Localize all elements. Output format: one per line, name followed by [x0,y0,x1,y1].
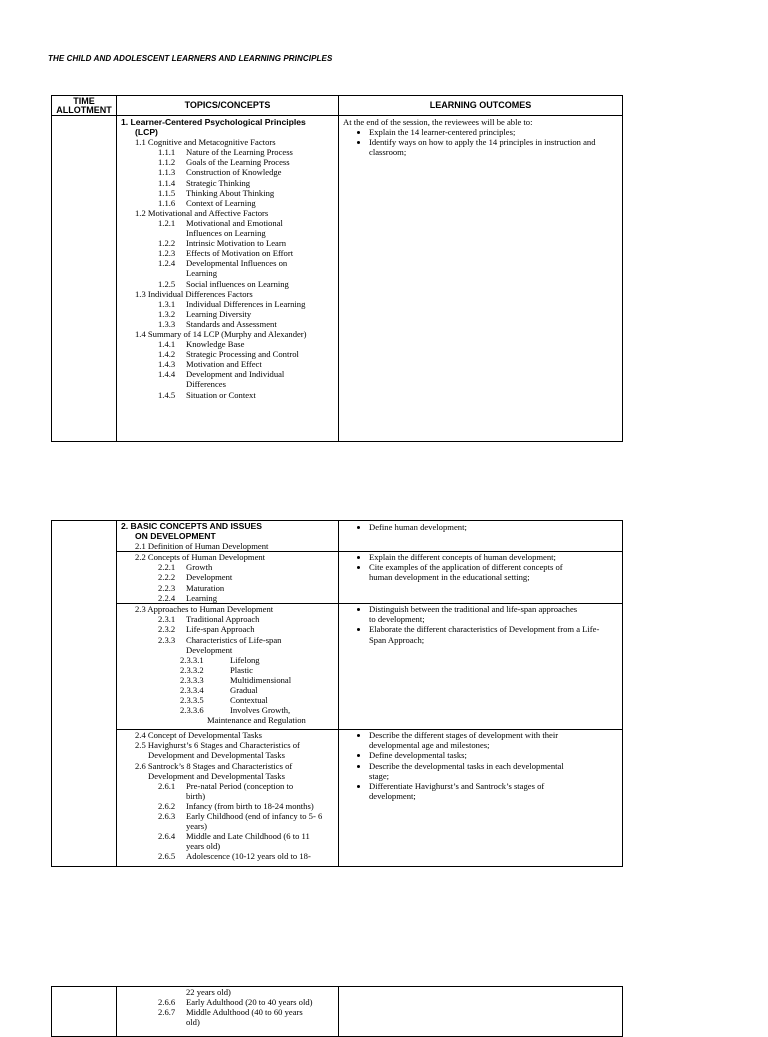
outcome-item: • Define developmental tasks; [369,750,618,760]
table-row [52,730,623,867]
outline-number: 2.3.1 [158,614,176,625]
table-row [52,116,623,442]
topic-line: 2.2 Concepts of Human Development [135,552,266,563]
outline-number: 1.3.3 [158,318,176,329]
topics-cell [117,521,339,552]
topic-line: 2.5 Havighurst’s 6 Stages and Characteristics of [135,740,300,751]
table-row [52,604,623,730]
topic-line: 2.2.3 Maturation [158,582,225,593]
outline-number: 1.2.2 [158,238,176,249]
topic-line: 1.1.1 Nature of the Learning Process [158,147,293,158]
outcome-item: • Define human development; [369,522,618,532]
document-title: THE CHILD AND ADOLESCENT LEARNERS AND LEARNING PRINCIPLES [48,54,333,63]
topic-line: Development [186,644,233,655]
table-row [52,521,623,552]
header-topics: TOPICS/CONCEPTS [117,96,339,116]
topic-line: 1.3.3 Standards and Assessment [158,318,277,329]
outline-number: 1.4.4 [158,369,176,380]
outcome-item: • Differentiate Havighurst’s and Santrock’s stages of development; [369,781,618,801]
table-row [52,987,623,1037]
time-cell [52,987,117,1037]
outcomes-cell [339,730,623,867]
outcomes-cell [339,116,623,442]
outcomes-cell [339,552,623,604]
topic-line: 1.1.4 Strategic Thinking [158,177,251,188]
outline-number: 2.3.3.4 [180,685,204,696]
topic-line: 2.2.4 Learning [158,592,218,603]
outline-number: 2.3.2 [158,624,176,635]
topic-line: years old) [186,841,221,852]
topic-line: 2.3.3.3 Multidimensional [180,674,292,685]
topic-line: 1.2.4 Developmental Influences on [158,258,288,269]
topic-line: 2.3.3.1 Lifelong [180,654,260,665]
topic-line: 1.4.1 Knowledge Base [158,339,245,350]
topic-line: old) [186,1017,200,1028]
outcomes-list [339,127,622,157]
outline-number: 2.6.7 [158,1007,176,1018]
outcome-item: • Distinguish between the traditional and life-span approaches to development; [369,604,618,624]
topic-line: birth) [186,790,206,801]
syllabus-table-1 [51,95,623,442]
topic-line: 2.3.3 Characteristics of Life-span [158,634,282,645]
topic-line: 2.3.3.4 Gradual [180,685,258,696]
topic-line: Influences on Learning [186,228,266,239]
outline-number: 1.1.6 [158,197,176,208]
topic-line: 1.2.5 Social influences on Learning [158,278,289,289]
outcome-item: • Explain the different concepts of human development; [369,552,618,562]
outline-number: 2.6.4 [158,831,176,842]
topics-cell [117,987,339,1037]
outline-number: 1.4.2 [158,349,176,360]
outline-number: 1.4.1 [158,339,176,350]
topic-line: 2.3.2 Life-span Approach [158,624,255,635]
outline-number: 1.1.1 [158,147,176,158]
outline-number: 2.2.1 [158,562,176,573]
header-row [52,96,623,116]
syllabus-table-2 [51,520,623,867]
topic-line: 2.1 Definition of Human Development [135,541,269,552]
syllabus-table-3 [51,986,623,1037]
outline-number: 2.3.3.5 [180,695,204,706]
topic-line: 1.1 Cognitive and Metacognitive Factors [135,137,276,148]
outcomes-cell [339,987,623,1037]
topic-line: 2.3 Approaches to Human Development [135,604,274,615]
topic-line: 2.4 Concept of Developmental Tasks [135,730,262,741]
outline-number: 2.6.1 [158,780,176,791]
outline-number: 1.1.2 [158,157,176,168]
topic-line: 1.3.2 Learning Diversity [158,308,252,319]
topic-line: 1.3.1 Individual Differences in Learning [158,298,306,309]
topic-line: 2.3.3.2 Plastic [180,664,253,675]
outline-number: 2.6.3 [158,811,176,822]
table-row [52,552,623,604]
outcomes-cell [339,604,623,730]
outline-number: 2.2.4 [158,592,176,603]
section-title-cont: ON DEVELOPMENT [135,531,216,542]
topic-line: 2.6.1 Pre-natal Period (conception to [158,780,294,791]
outline-number: 2.6.6 [158,997,176,1008]
outcome-item: • Describe the different stages of development with their developmental age and milestones; [369,730,618,750]
topic-line: 1.2.1 Motivational and Emotional [158,217,283,228]
topic-line: Maintenance and Regulation [207,715,306,726]
topic-line: 22 years old) [186,987,231,997]
topic-line: 2.3.3.6 Involves Growth, [180,705,291,716]
time-cell [52,521,117,867]
outline-number: 1.1.5 [158,187,176,198]
topic-line: 2.2.1 Growth [158,562,213,573]
section-title: 2. BASIC CONCEPTS AND ISSUES [121,521,263,531]
topic-line: 2.6.3 Early Childhood (end of infancy to 5- 6 [158,811,323,822]
outline-number: 2.6.2 [158,800,176,811]
topic-line: 1.4.4 Development and Individual [158,369,285,380]
outline-number: 2.2.2 [158,572,176,583]
time-cell [52,116,117,442]
outline-number: 1.2.1 [158,217,176,228]
topic-line: 1.4 Summary of 14 LCP (Murphy and Alexander) [135,328,307,339]
outcome-item: • Explain the 14 learner-centered principles; [369,127,618,137]
topic-line: Learning [186,268,218,279]
outline-number: 1.4.5 [158,389,176,400]
topic-line: 2.6 Santrock’s 8 Stages and Characteristics of [135,760,293,771]
outcome-item: • Cite examples of the application of different concepts of human development in the educational setting; [369,562,618,582]
topic-line: 1.4.2 Strategic Processing and Control [158,349,299,360]
outcome-item: • Elaborate the different characteristics of Development from a Life- Span Approach; [369,624,618,644]
topics-cell [117,604,339,730]
outline-number: 2.2.3 [158,582,176,593]
topic-line: 2.6.7 Middle Adulthood (40 to 60 years [158,1007,303,1018]
topic-line: 2.2.2 Development [158,572,233,583]
section-title: 1. Learner-Centered Psychological Principles [121,117,306,127]
topic-line: 1.4.5 Situation or Context [158,389,256,400]
topic-line: 1.2.3 Effects of Motivation on Effort [158,248,294,259]
header-learning-outcomes: LEARNING OUTCOMES [339,96,623,116]
topic-line: 2.6.4 Middle and Late Childhood (6 to 11 [158,831,310,842]
outcomes-intro: At the end of the session, the reviewees will be able to: [343,117,533,127]
outline-number: 1.2.4 [158,258,176,269]
topic-line: 1.1.3 Construction of Knowledge [158,167,282,178]
outline-number: 1.2.3 [158,248,176,259]
topic-line: 1.1.6 Context of Learning [158,197,256,208]
topic-line: 2.6.2 Infancy (from birth to 18-24 months) [158,800,314,811]
topic-line: Differences [186,379,226,390]
outline-number: 1.3.1 [158,298,176,309]
outline-number: 2.3.3 [158,634,176,645]
topics-cell [117,730,339,867]
outline-number: 1.2.5 [158,278,176,289]
outcome-item: • Describe the developmental tasks in each developmental stage; [369,761,618,781]
topic-line: 1.2.2 Intrinsic Motivation to Learn [158,238,286,249]
topic-line: 1.1.2 Goals of the Learning Process [158,157,290,168]
outline-number: 1.3.2 [158,308,176,319]
topics-cell [117,552,339,604]
outline-number: 2.3.3.3 [180,674,204,685]
outcomes-cell [339,521,623,552]
topic-line: 1.1.5 Thinking About Thinking [158,187,275,198]
topics-cell [117,116,339,442]
outline-number: 1.1.4 [158,177,176,188]
topic-line: 2.3.3.5 Contextual [180,695,268,706]
outline-number: 2.3.3.6 [180,705,204,716]
topic-line: 1.4.3 Motivation and Effect [158,359,262,370]
outline-number: 2.3.3.2 [180,664,204,675]
topic-line: 2.6.5 Adolescence (10-12 years old to 18- [158,851,311,862]
outcome-item: • Identify ways on how to apply the 14 principles in instruction and classroom; [369,137,618,157]
topic-line: Development and Developmental Tasks [148,770,285,781]
outline-number: 2.6.5 [158,851,176,862]
topic-line: years) [186,821,207,832]
topic-line: 1.3 Individual Differences Factors [135,288,253,299]
topic-line: Development and Developmental Tasks [148,750,285,761]
outline-number: 1.1.3 [158,167,176,178]
topic-line: 2.3.1 Traditional Approach [158,614,260,625]
outline-number: 1.4.3 [158,359,176,370]
topic-line: 1.2 Motivational and Affective Factors [135,207,269,218]
topic-line: 2.6.6 Early Adulthood (20 to 40 years old) [158,997,313,1008]
section-title-cont: (LCP) [135,127,158,138]
outline-number: 2.3.3.1 [180,654,204,665]
header-time-allotment: TIME ALLOTMENT [52,96,117,116]
